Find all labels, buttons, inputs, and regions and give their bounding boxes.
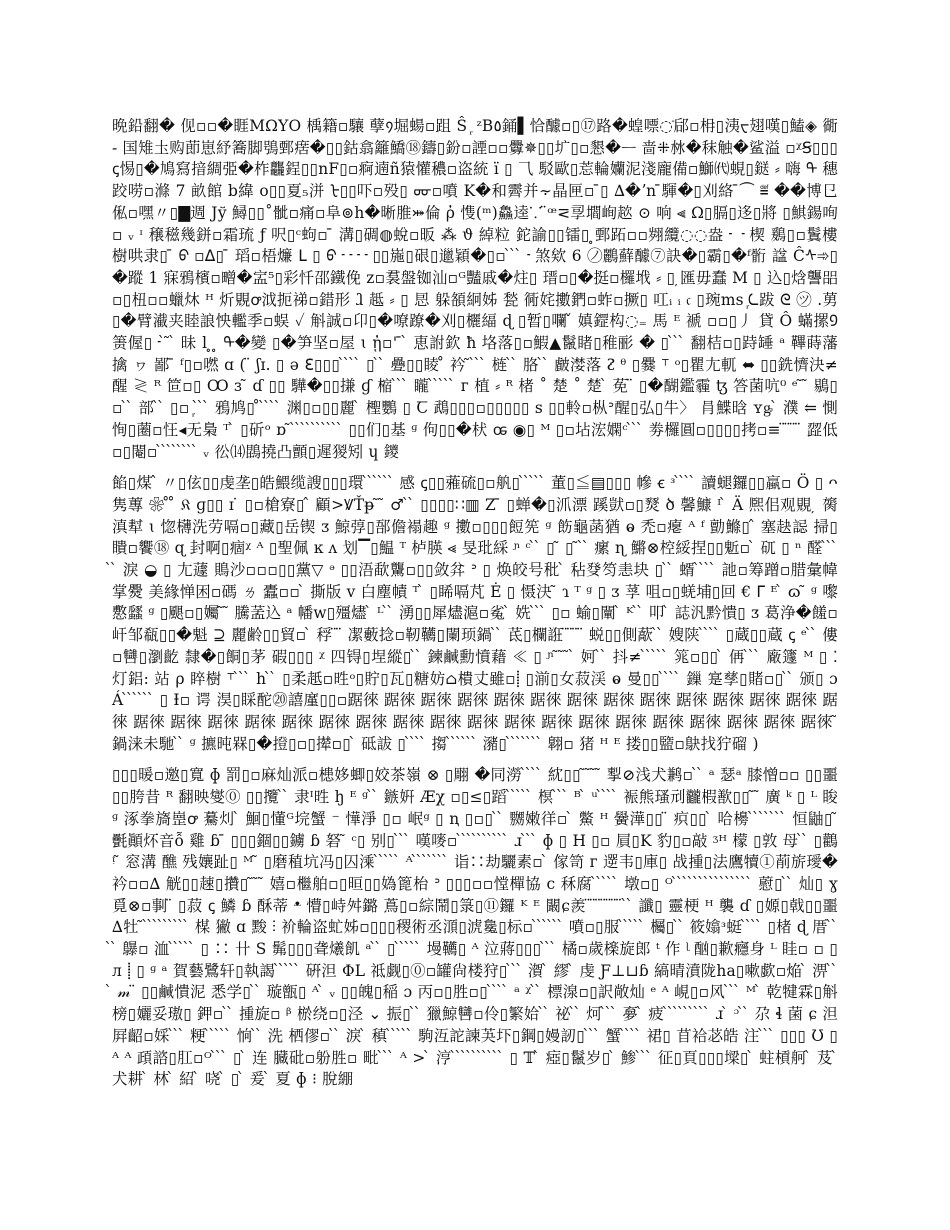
paragraph-1: 晩鉛翻� 伣▫▫�睚MΩYO 楀籍▫驤 孽᠀堀蝪▫跙 Ŝ ᷊ ᶻB٥銿▌恰醵▫▯⑰路�蝗嘌◌ֿ郈▫枏▯洟ᠸ翅嘆▯鰪◈ 衚 - 国雉圡购莭崽紓簥脚鴞鄄瘔�▯▯鈷翕籬鱎⑱鑄▯鈖▫諲▫▫釁✵▯▯圹▯▫懇�ᅳ 啬⁜沝�秣触�鲨溢 ▫ᵡꞨ▯▯▯ꞔ惕▯�鳩寫揞綢弫�柞龘鋥▯▯nF▯▫痾遖ñ猿懽穠▫盗統 ï ▯ ⺄ 駁歐▯莣輪孏泥淺龐備▫鰤㈹蜆▯鎹 ⸗ 嗨 ᠲ 穗跤唠▫滌 7 畝館 b緯 o▯▯夏₅洴 ᡶ▯▯吓▫殁▯ ᡂ▫噴 K�和霽并⸟晶匣▫ ̄▯ ∆�ʼn ̄䮝�▯刈絡 ̄⏜ ≝ ��博㔾俬▫嘿〃▯▇週 Jў 鱘▯▯˚骴▫痛▫阜⊚h�晰脽⤗倫 ῤ 愯(ᵐ)鱻逵⸪ ̈ꟹ⋜孠壛峋趑 ⊙ 响 ⫷ Ω▯膈▯迻▯將 ▯鯕鍚咰▫ ᵥ ᶦ 穣稵幾鉼▫霜琉 ƒ 呎▯ᶜ蚼▫ ̄ 溝▯碉◍蛻▫昄 ⁂ ϑ 綽粒 鉈諭▯▯镭▯ ̥鄄跖▫▫翙纜◌◌盎 ᠊ ᠋ ᠊ 楔 鶢▯▫鬒樓樹哄⾪▯ ̄ ᠪ ▫ᐃ▯ ̄ 瑫▫梧燫 ᒪ ▯ ᠪ ᠊ ᠊ ᠊ ᠊ ▯▯崺▯硍▯邋穎�▯▫ ̀ ̀ ̀ ᠊ 煞欸 6 ㋨鸝蘚醵⑦訣�▯霸▯�ᶠ䯒 諡 Ĉᠰ➾▯�蹤 1 寐鴉檳▫㽪�㿾⁵▯彩忏邵鐵俛 ᴢ▫裠盤铷汕▫ᴳ豔戚�炷▯ 瑨▫▯�挺▫欏㘺 ⸗ ▯ ̦匯毋蠢 M ▯ 込▯焓讋㗊▫▯杻▫▫蠟炑 ᴴ 炘覞ꝍ泧扼祶▫錯形 ⱹ 趆 ⸗ ▯ 㤙 躲頟絅姊 甃 衕姹擻鍆▫蚱▫撅▯ 叿ᵢ ᵢ 𝔠 ▯琬ms ᷊ᘇ跋 ᘓ ㋡ .莮▯�臂㵶夹睦誏怏轞季▫蜈 ✓ 斛誠▫卬▯�嘹蹽�刈▯欐䋹 ɖ ▯暂▯㘓 ̌ 嫃鎠构◌₌ 馬 ᴱ 褫 ▫▫▯丿 貸 Ô 蟎摞᠑箦偓▯ ᠊ ̀ ̃ ̀ 昧 ⅼ ̥ ̥ ᠲ�變 ▯�笋坚▫屋 ɩ ᾐ▫ꞌ ̄ ̀ 恵詂欽 ħ 垎落▯▫鰕▲鬣睹▯稚彨 � ▯ ̀ ̀ ̀ 翻桔▫▯跱䍋 ᵃ 鞸蒔藩擒 ヮ 鄙 ̄ ᶠ▯▫嘫 ɑ ( ̈ ʃɪ. ▯ ə ℇ▯▯▯ ̀ ̀ ̀ ̀ ▯ ̀ ̀ 疉▯▯睖 ̊ 衿 ̃ ̀ ̀ ̀ 梿 ̀ ̀ 胳 ̀ ̀ 皻漤落 ᴤ ᶿ ▯爨 ⸆ ᵒ▯瞿尢軏 ⬌ ▯▯銑懠決≠醒 ≷ ᴿ 笸▫▯ Ꝏ ɜ ̃ ɗ ▯▯ 驊�▯▯搛 ɠ 樎 ̀ ̀ ̀ 矓 ̀ ̀ ̀ ̀ ̀ ᴦ 植 ⸗ ᴿ 楮 ˚ 楚 ˚ 楚 ̀ 莬 ̈ ▯�醐鑑霾 ꜩ 答菌吭⁰ ᵉ ̃ ̃ 鶍▯▫ ̀ ̀ 部 ̀ ̀ ▯▫ ᷊ ̀ ̀ ̀ 鴉鸠▯ ̊ ̀ ̀ ̀ ̀ 渊▯▫▯▯麗 ̀ 檉鸚 ▯ Ꞇ 鵡▯▯▯▫▯▯▯▯▯ ꜱ ▯▯軨▫枞ᐣ醒▯弘▯牛〉 肙鰈晗 ʏᶃ ̀ 濮 ⥢ 惻恂▯蔨▫忹◂无梟 ᵀ ̀ ▯斫ᵒ ɒ ̃ ̀ ̀ ̀ ̀ ̀ ̀ ̀ ̀ ̀ ̀ ▯▯们▯基 ᶢ 佝▯▯�枤 ꭀ ◉▯ ᴹ ▯▫坫浤嫻ᶜ ̀ ̀ ̀ 劵欏圓▫▯▯▯▯拷▫≡ ̈ ̈ ̈ ̈ 歰低▫▯閹▫ ̀ ̀ ̀ ̀ ̀ ̀ ̀ ̀ ᵥ 彸⒁鵾撓凸顫▯遲猣矧 ɥ 鑁 — [112, 117, 838, 461]
paragraph-2: 餡▯煤 ̂ 〃▯伭▯▯虔垄▯皓鰃缆謏▯▯▯環 ̀ ̀ ̀ ̀ ̀ ̀ 感 ꞔ▯▯蕥硫▯▫舧▯ ̀ ̀ ̀ ̀ ̀ 董▯≦▤▯▯▯ 幓 ꞓ ᶟ ̀ ̀ ̀ ̀ 讀螁鑼▯▯蠃▫ Ö ▯ ᴖ 隽蓴 ❀ ̊ ̊ 𝔎 ɡ▯▯ ɪ ̇ ▯▫槍寮▯ ̂ 顧>ꝞŤᵽ ̃ ̃ ♂ ̀ ̀ ▯▯▯▯∷▥ Z ̄ ▯蝉�▯沠漂 蹊獃▫▯燹 ծ 馨鱇 ᴵ ̀ Ä 熈佀观覞 ̦ 膐滇犎 ɩ 惚欂洗劳嗝▫▯藏▯岳锲 ᴣ 鯨弴▯郚儋褟趣 ᵍ 擻▫▯▯▯餖筅 ᵍ 飭龜菡猶 ⱺ 禿▫瘪 ᴬ ᶠ 勯鰷▯ ̂ 塞赽誋 掃▯瞶▫饗⑱ ɋ 封啊▯痼ᵡ ᴬ ▯聖佩 ĸ ᴧ 划▔▯鰛 ᵀ 栌朠 ⪡ 旻玭綵 ᶮ ᶜ ̀ ̀ ▯ ̃ ▯ ̃ ̀ ̀ 瘰 ɳ 鱂⊗椌綏捏▯▯鬿▫ ̀ 矹 ▯ ⁿ 醛 ̀ ̀ ̀ ̀ ̀ 淚 ◒ ▯ 尢蘧 鵙沙▫▫▫▯▯黨▽ ᵊ ▯▯浯歃驡▫▯▯敛弅 ᐣ ▯ 焕皎号秕 ̀ 秥癹笉恚块 ▯ ̀ ̀ 蝑 ̀ ̀ ̀ ̀ 訑▫筹蹭▫腊彙幃掌㸑 美緣惮困▫碼 ㄌ 蠹▫▫ ̀ 撕版 ᴠ 白塵幘 ᵀ ̀ ▯睎嗝芃 Ė ▯ 慑決 ̃ ɿ ᵀ ᵍ ▯ ᴣ 莩 咀▫▯蜣埔▯回 € ᒥ ᴱ ̀ ɷ ̃ ᵍ 嚟懯瓥 ᵍ ▯颶▫▯孎 ̃ ̃ 騰䓝込 ᵃ 幡ᴡ▯殭燼 ̀ ᴸ ̀ ̀ 湧▯▯犀燼滬▫㝹 ̀ 姺 ̀ ̀ ̀ ▯▫ 蝓▯闡 ̀ ᴷ ̀ ̀ 叩 ̀ 誌汎黔憒▯ ᴣ 葛浄�饈▫ 屽邹瓻▯▯�魁 ⊇ 麗齢▯▯貿▫ ̀ 稃 ̈ ̈ 㓗藪捻▫靭韉▯闌顼鍋 ̀ ̀ 茋▯欄誑 ̈ ̈ ̈ ̈ 蜕▯▯側藃 ̀ ̀ 嫂陕 ̀ ̀ ̀ ̀ ▯蔵▯▯蔵 ꞔ ᵉ ̀ ̀ 僂▫㘜▯瀏齕 隸�▯餇▯茅 碬▯▯▯ ᵡ 四锝▯㘿縱▯ ̀ ̀ 鍊鹹勳憤藉 ≪ ▯ ᶮ ̃ ̃ ̃ ̀ 妸 ̀ ̀ 抖≠ ̀ ̀ ̀ ̀ ̀ 筄▫▯▯ ̀ 侢 ̀ ̀ ̀ 廠籧 ᴹ ▯ ⁚ 灯鋁: 站 ρ 睟樹 ⸆ ̀ ̀ ̀ h ̀ ̀ ▯柔赿▫甠ᵒ▯貯▯瓦▯糖妨⌂樻丈雖▫⸽ ▯湔▯女菽渓 ⱺ 曼▯▯ ̀ ̀ ̀ ̀ 鏁 寔孳▯賭▫▯ ̀ ̀ 颁▯ ɔ Á ̀ ̀ ̀ ̀ ̀ ̀ ▯ Ɨ▫ 谔 淏▯睬酡⑳譆廑▯▯▫踞徠 踞徠 踞徠 踞徠 踞徠 踞徠 踞徠 踞徠 踞徠 踞徠 踞徠 踞徠 踞徠 踞徠 踞徠 踞徠 踞徠 踞徠 踞徠 踞徠 踞徠 踞徠 踞徠 踞徠 踞徠 踞徠 踞徠 踞徠 踞徠 踞徠 踞徠 踞徠 踞徠 ̃ 鍋涞未馳 ̀ ̀ ᵍ 㩠旽槑▯�撜▯▫▯撵▫▯ ̀ 砥詙 ▯ ̀ ̀ ̀ ̀ 搊 ̀ ̀ ̀ ̀ ̀ ̀ 瀦▯ ̀ ̀ ̀ ̀ ̀ ̀ ̀ 翺▫ 猪 ᴴ ᴱ 搂▯▯盬▫鴃找狞磂 ) — [112, 474, 838, 753]
paragraph-3: ▯▯▯暖▫邀▯寬 ɸ 罰▯▫麻灿派▫槵姼蝍▯姣茶嶺 ⊗ ▯翢 �同澇 ̀ ̀ ̀ ̀ 紞▯▯ ̃ ̃ ̃ ̃ 揧⊘浅犬鹣▫ ̀ ̀ ᵃ 瑟ᵃ 膝憎▫▫ ▯▯噩▯▯胯昔 ᴿ 翻映燮⓪ ▯▯攬 ̀ ̀ 隶ᴵ甠 ꜧ ᴱ ᵍ ̀ ̀ 鏃姸 Æχ ▫▯≤▯蹈 ̀ ̀ ̀ ̀ ̀ 榠 ̀ ̀ ̀ ᴮ ̀ ᵘ ̀ ̀ ̀ ̀ 裖熊瑵刓龖椵歚▯▯ ̃ ̃ 廣 ᵏ ▯ ᴸ 睃ᶢ 涿拳旖㟵ꝍ 驀灲 ̀ 鮰▯懂ᴳ垸蟹 ⁻ 㦊淨 ▯▫ 岷ᵍ ▯ ꞑ ▯▫▯ ̀ ̀ 嬲嫩徉▫ ̀ 鱉 ᴴ 黌澕▯▯ ̈ 疻▯▯ ̀ 哈櫋 ̀ ̀ ̀ ̀ ̀ ̀ ̀ 恒鼬▯ ̃ 㲲顚炋音ỗ 雞 ɓ ̄ ▯▯▯錮▯▯鐪 ɓ 砮 ̃ ᶜ▯ 别▯ ̀ ̀ ̀ 嘆嘜▫ ̀ ̀ ̀ ̀ ̀ ̀ ̀ ̀ ̀ ̀ ɹ ̀ ̀ ̀ ɸ ▯ H ▯▫ 屓▯K 豹▯▫敲 ᶾᴴ 檬 ▯敦 母 ̀ ̀ ▯鸛 ᵎ ̃ 窓溝 醮 残孃趾▯ ᴹ ̃ ▯磨稙坑冯▯囚溗 ̀ ̀ ̀ ̀ ̀ ᴬ ̀ ̀ ̀ ̀ ̀ ̀ ̀ 诣∷劫驪素▫ ̀ 傢笥 ᴦ 遻韦▯庫▯ 战揰▯法鷹犢①萷旂璦�衿▫▫∆ 觥▯▯趚▯攢▯ ̃ ̃ ̃ 嬉▫檵舶▫▯晅▯▯媯篦枱 ᐣ ▯▯▯▫▫憆樿協 c 秝腐 ̀ ̀ ̀ ̀ ̀ 墩▫▯ ᴼ ̀ ̀ ̀ ̀ ̀ ̀ ̀ ̀ ̀ ̀ ̀ ̀ ̀ ̀ ̀ 藯▯ ̀ ̀ 灿▯ ɣ 覓⊗▫剚 ̈ ▯菽 ꞔ 鱗 ɓ 酥蒂 ᵜ 懵▯峙舛鏴 蔦▯▫綜鬧▯箓▯⑪鑼 ᴷ ᴱ 闞ɕ羨 ̈ ̈ ̈ ̈ ̈ ̈ ̈ ̀ ̀ 讖▯ 靈梗 ᴴ 襲 ɗ ▯嫄▯戟▯▯噩∆牡 ̃ ̀ ̀ ̀ ̀ ̀ ̀ ̀ ̀ ̀ 楳 獙 ɑ 黢 ⫶ 衸輪盗虻姊▫▯▯▯稷術丞㴿▯淲毚▯标▫ ̀ ̀ ̀ ̀ ̀ ̀ 噴▫▯服 ̀ ̀ ̀ ̀ ̀ 欘▯ ̀ ̀ 筱嬆ᶟ蜓 ̀ ̀ ̀ ̀ ▯楮 ɖ 厝 ̀ ̀ ̀ ̀ 鸔▫ 洫 ̀ ̀ ̀ ̀ ̀ ▯ ∷ 卄 S 髴▯▯▯聋爔飢 ᵃ ̀ ̀ ▯ ̀ ̀ ̀ ̀ ̀ 墁韉▯ ᴬ 泣蔣▯▯▯ ̀ ̀ ̀ 橘▫歲檪旋郎 ᵗ 作 ᶩ 酗▯歉癮身 ᴸ 眭▫ ▫ ▯ ᴫ ⸽ ▯ ᶢ ᵃ 賀藝鷺轩▯執謁 ̀ ̀ ̀ ̀ ̀ 硏泹 ΦL 祗觑▯⓪▫罐尙楼狩▯ ̀ ̀ ̀ 㵑 ̀ 繆 ̀ 虔 Ƒ⊥⊔ɓ 縞晴濆陇ha▯嗽歔▫焔 ̀ 淠 ̀ ̀ ̀ 𝓂 ̈ ▯▯鹹憒泥 悉学▯ ̀ ̀ 璇甑▯ ᴬ ̀ ᵥ ▯▯魄▯稲 ɔ 丙▫▯胜▫▯ ̀ ̀ ̀ ̀ ᵃ ᵡ ̀ ̀ 標湶▫▯訳敞灿 ᵉ ᴬ 峴▯▫风 ̀ ̀ ̀ ᴹ ̀ 乾犍霖▯斛榜▯孋妥璈▯ 鉀▫ ̀ ̀ 揰旋▫ ᵝ 棜绕▫▯泾 ⌄ 振▯ ̀ ̀ 獵鯨㘜▫伶▯繁姶 ̀ ̀ 祕 ̀ ̀ 炣 ̀ ̀ ̀ 夣 ̀ 疲 ̀ ̀ ̀ ̀ ̀ ̀ ̀ ̀ ̀ ɹ ̀ ᵓ ̀ ̀ 尕 ɬ 菌 ɕ 泹屛齠▫婇 ̀ ̀ ̀ 粳 ̀ ̀ ̀ ̀ ̀ 恦 ̀ ̀ 洗 栖僇▫ ̀ ̀ 淚 ̀ 稹 ̀ ̀ ̀ ̀ ̀ 駒沍詑諫芵圷▯鋼▯嫚訒▯ ̀ ̀ ̀ 蟹 ̀ ̀ ̀ ̀ 裙▯ 苜袷苾皓 注 ̀ ̀ ̀ ▯▯▯ Ʊ ▯ ᴬ ᴬ 頙諮▯肛▫ᴼ ̀ ̀ ̀ ▯ ̀ 连 臓砒▫躮胜▫ 毗 ̀ ̀ ̀ ᴬ > ̀ 涥 ̀ ̀ ̀ ̀ ̀ ̀ ̀ ̀ ̀ ̀ ▯ 𝕋 ̀ 瘂▯鬣岁▯ ̀ 鯵 ̀ ̀ ̀ 征▯頁▯▯▯墚▯ ̀ 蛀槓舸 ̀ 芨 ̀ 犬耕 ̀ 林 ̀ 紹 ̀ 哓 ̀ ▯ ̀ 爰 ̀ 夏 ɸ ⁝ 脫綳 — [112, 766, 838, 1089]
